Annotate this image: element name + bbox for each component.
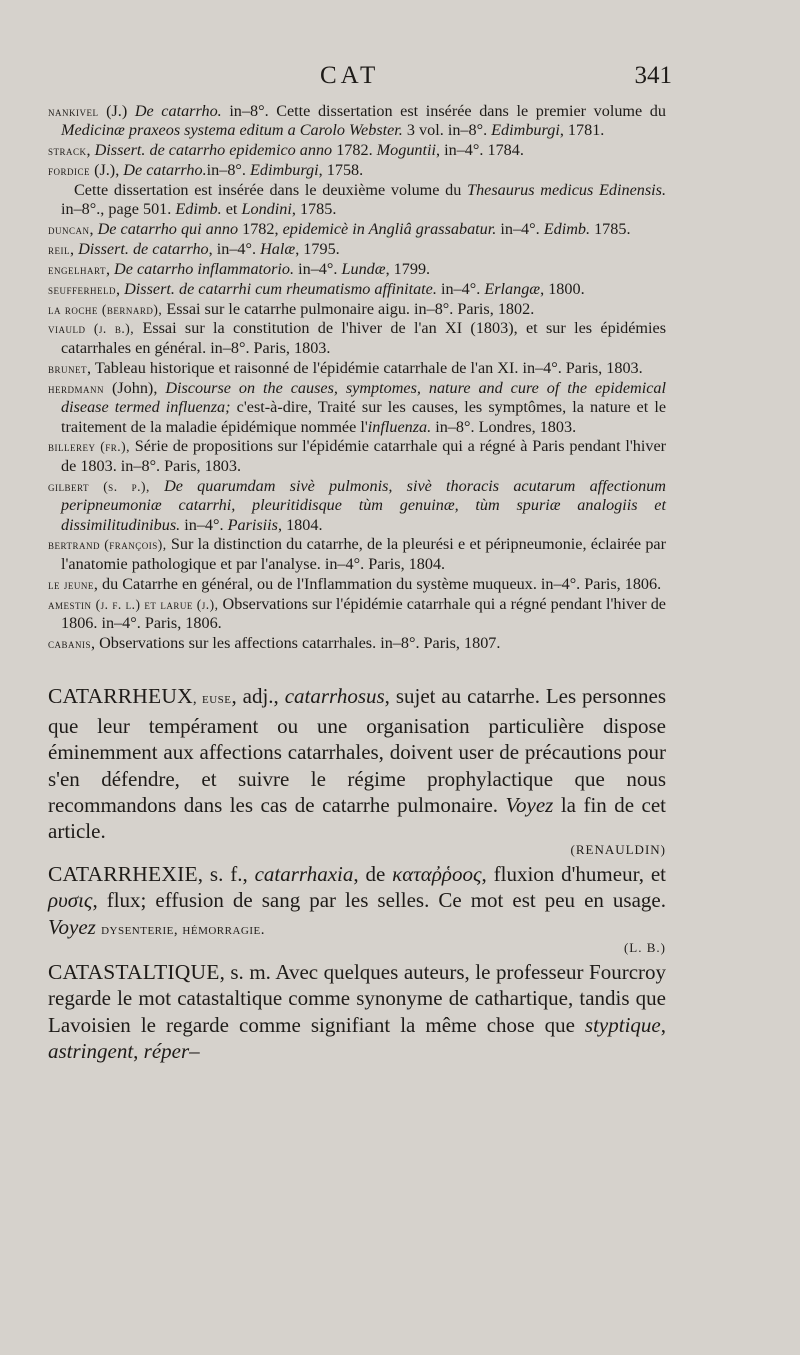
- entry-author: gilbert: [48, 478, 89, 494]
- entry-title: Dissert. de catarrho: [78, 239, 209, 258]
- entry-author: brunet: [48, 360, 87, 376]
- bibliography-list: [48, 102, 666, 653]
- article-headword: CATARRHEXIE: [48, 861, 198, 886]
- see-also-targets: dysenterie, hémorragie.: [101, 921, 265, 938]
- bibliography-entry: gilbert (s. p.), De quarumdam sivè pulmonis, sivè thoracis acutarum affectionum peripneumoniæ catarrhi, pleuritidisque tùm genuinæ, tùm spuriæ analogiis et dissimilitudinibus. in–4°. Parisiis, 1804.: [48, 476, 667, 534]
- entry-author: viauld: [48, 321, 86, 337]
- entry-author: engelhart: [48, 261, 106, 277]
- entry-title: De catarrho inflammatorio.: [114, 259, 295, 278]
- latin-term: catarrhaxia: [254, 861, 354, 886]
- page-number: 341: [634, 62, 672, 89]
- article-catastaltique: CATASTALTIQUE, s. m. Avec quelques auteurs, le professeur Fourcroy regarde le mot catastaltique comme synonyme de cathartique, tandis que Lavoisien le regarde comme signifiant la même chose que styptique, astringent, réper–: [48, 960, 667, 1064]
- bibliography-entry: bertrand (françois), Sur la distinction du catarrhe, de la pleurési e et péripneumonie, éclairée par l'anatomie pathologique et par l'analyse. in–4°. Paris, 1804.: [48, 535, 667, 573]
- greek-term: ρυσις: [48, 888, 93, 913]
- entry-author: la roche: [48, 301, 98, 317]
- entry-title: De catarrho.: [123, 161, 207, 180]
- entry-title: De quarumdam sivè pulmonis, sivè thoracis acutarum affectionum peripneumoniæ catarrhi, pleuritidisque tùm genuinæ, tùm spuriæ analogiis et dissimilitudinibus.: [61, 476, 667, 534]
- bibliography-entry: billerey (fr.), Série de propositions sur l'épidémie catarrhale qui a régné à Paris pendant l'hiver de 1803. in–8°. Paris, 1803.: [48, 437, 667, 475]
- dictionary-articles: [48, 683, 666, 1064]
- entry-author: le jeune: [48, 576, 94, 592]
- entry-author: reil: [48, 241, 70, 257]
- entry-note: Cette dissertation est insérée dans le deuxième volume du Thesaurus medicus Edinensis. in–8°., page 501. Edimb. et Londini, 1785.: [61, 180, 667, 219]
- bibliography-entry: cabanis, Observations sur les affections catarrhales. in–8°. Paris, 1807.: [48, 633, 501, 652]
- article-headword: CATARRHEUX: [48, 684, 193, 709]
- bibliography-entry: reil, Dissert. de catarrho, in–4°. Halæ, 1795.: [48, 239, 340, 258]
- see-also-label: Voyez: [505, 793, 554, 817]
- see-also-label: Voyez: [48, 914, 96, 939]
- page-header: [0, 62, 800, 92]
- greek-term: καταῤῥοος: [392, 861, 482, 886]
- article-author: (RENAULDIN): [570, 841, 666, 857]
- bibliography-entry: fordice (J.), De catarrho.in–8°. Edimburgi, 1758. Cette dissertation est insérée dans le deuxième volume du Thesaurus medicus Edinensis. in–8°., page 501. Edimb. et Londini, 1785.: [48, 161, 667, 219]
- article-catarrhexie: CATARRHEXIE, s. f., catarrhaxia, de καταῤῥοος, fluxion d'humeur, et ρυσις, flux; effusion de sang par les selles. Ce mot est peu en usage. Voyez dysenterie, hémorragie. (L. B.): [48, 861, 667, 956]
- entry-author: billerey: [48, 439, 96, 455]
- entry-title: De catarrho.: [134, 102, 222, 120]
- bibliography-entry: duncan, De catarrho qui anno 1782, epidemicè in Angliâ grassabatur. in–4°. Edimb. 1785.: [48, 219, 631, 238]
- bibliography-entry: seufferheld, Dissert. de catarrhi cum rheumatismo affinitate. in–4°. Erlangæ, 1800.: [48, 279, 585, 298]
- entry-title: De catarrho qui anno: [97, 219, 239, 238]
- bibliography-entry: strack, Dissert. de catarrho epidemico anno 1782. Moguntii, in–4°. 1784.: [48, 141, 524, 160]
- article-headword: CATASTALTIQUE: [48, 960, 220, 985]
- entry-author: nankivel: [48, 104, 99, 119]
- bibliography-entry: herdmann (John), Discourse on the causes, symptomes, nature and cure of the epidemical disease termed influenza; c'est-à-dire, Traité sur les causes, les symptômes, la nature et le traitement de la maladie épidémique nommée l'influenza. in–8°. Londres, 1803.: [48, 378, 667, 436]
- entry-author: amestin: [48, 596, 92, 612]
- bibliography-entry: brunet, Tableau historique et raisonné de l'épidémie catarrhale de l'an XI. in–4°. Paris, 1803.: [48, 358, 643, 377]
- entry-author: herdmann: [48, 380, 105, 396]
- entry-author: bertrand: [48, 537, 100, 553]
- article-catarrheux: CATARRHEUX, euse, adj., catarrhosus, sujet au catarrhe. Les personnes que leur tempérament ou une organisation particulière dispose éminemment aux affections catarrhales, doivent user de précautions pour s'en défendre, et suivre le régime prophylactique que nous recommandons dans les cas de catarrhe pulmonaire. Voyez la fin de cet article. (RENAULDIN): [48, 684, 667, 857]
- latin-term: catarrhosus: [284, 684, 385, 709]
- entry-author: duncan: [48, 221, 90, 237]
- page-content: [48, 102, 666, 1067]
- bibliography-entry: engelhart, De catarrho inflammatorio. in–4°. Lundæ, 1799.: [48, 259, 431, 278]
- bibliography-entry: nankivel (J.) De catarrho. in–8°. Cette dissertation est insérée dans le premier volume du Medicinæ praxeos systema editum a Carolo Webster. 3 vol. in–8°. Edimburgi, 1781.: [48, 102, 666, 140]
- entry-author: seufferheld: [48, 281, 117, 297]
- bibliography-entry: la roche (bernard), Essai sur le catarrhe pulmonaire aigu. in–8°. Paris, 1802.: [48, 299, 535, 318]
- bibliography-entry: amestin (j. f. l.) et larue (j.), Observations sur l'épidémie catarrhale qui a régné pendant l'hiver de 1806. in–4°. Paris, 1806.: [48, 594, 666, 633]
- entry-author: fordice: [48, 163, 91, 179]
- article-author: (L. B.): [623, 940, 666, 956]
- entry-title: Dissert. de catarrhi cum rheumatismo affinitate.: [124, 279, 437, 298]
- bibliography-entry: le jeune, du Catarrhe en général, ou de l'Inflammation du système muqueux. in–4°. Paris, 1806.: [48, 574, 662, 593]
- entry-author: strack: [48, 143, 87, 159]
- entry-title: Dissert. de catarrho epidemico anno: [94, 141, 333, 160]
- bibliography-entry: viauld (j. b.), Essai sur la constitution de l'hiver de l'an XI (1803), et sur les épidémies catarrhales en général. in–8°. Paris, 1803.: [48, 319, 667, 357]
- entry-title: Discourse on the causes, symptomes, nature and cure of the epidemical disease termed influenza;: [61, 378, 667, 417]
- entry-author: cabanis: [48, 635, 92, 651]
- running-head: CAT: [320, 62, 380, 89]
